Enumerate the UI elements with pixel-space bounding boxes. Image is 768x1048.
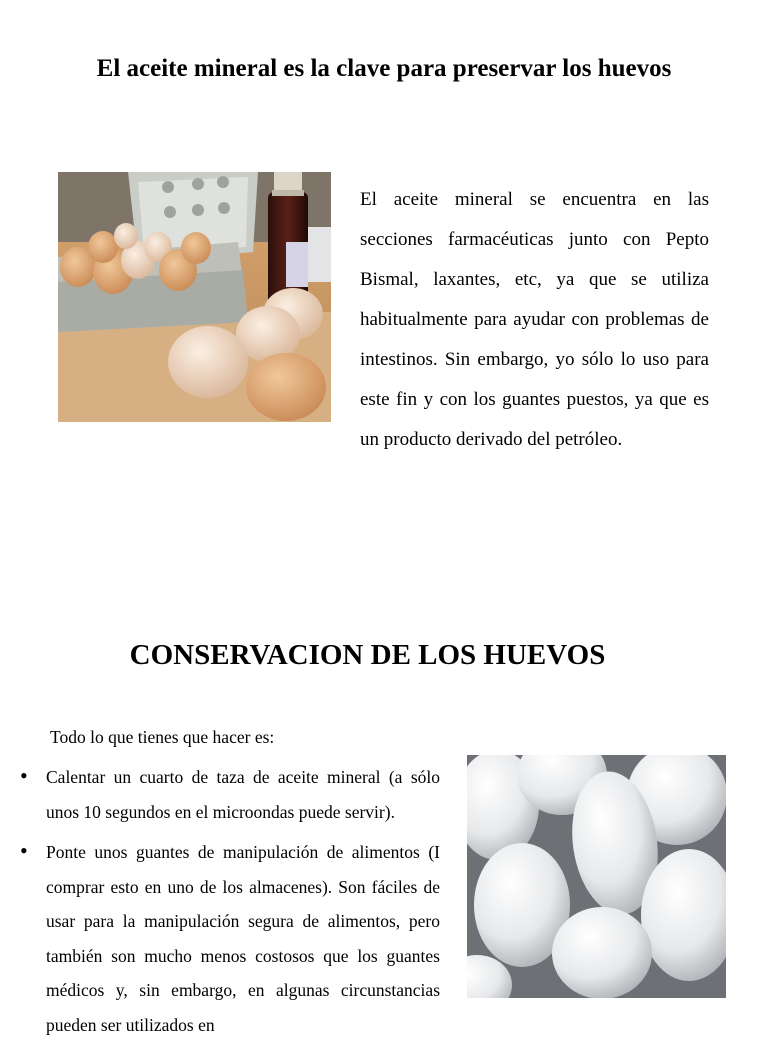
- document-title: El aceite mineral es la clave para preservar los huevos: [96, 55, 672, 82]
- list-item: [20, 760, 440, 829]
- bullet-icon: •: [20, 763, 28, 788]
- white-eggs-photo: [467, 755, 726, 998]
- intro-text: Todo lo que tienes que hacer es:: [50, 727, 275, 747]
- mineral-oil-paragraph: El aceite mineral se encuentra en las secciones farmacéuticas junto con Pepto Bismal, laxantes, etc, ya que se utiliza habitualmente para ayudar con problemas de intestinos. Sin embargo, yo sólo lo uso para este fin y con los guantes puestos, ya que es un producto derivado del petróleo.: [360, 189, 709, 450]
- eggs-and-oil-photo: [58, 172, 331, 422]
- list-item-text: Ponte unos guantes de manipulación de alimentos (I comprar esto en uno de los almacenes). Son fáciles de usar para la manipulación segura de alimentos, pero también son mucho menos costosos que los guantes médicos y, sin embargo, en algunas circunstancias pueden ser utilizados en: [46, 842, 440, 1035]
- bullet-icon: •: [20, 838, 28, 863]
- list-item-text: Calentar un cuarto de taza de aceite mineral (a sólo unos 10 segundos en el microondas puede servir).: [46, 767, 440, 822]
- steps-list: [20, 760, 440, 1048]
- list-item: [20, 835, 440, 1042]
- section-heading: CONSERVACION DE LOS HUEVOS: [129, 639, 606, 671]
